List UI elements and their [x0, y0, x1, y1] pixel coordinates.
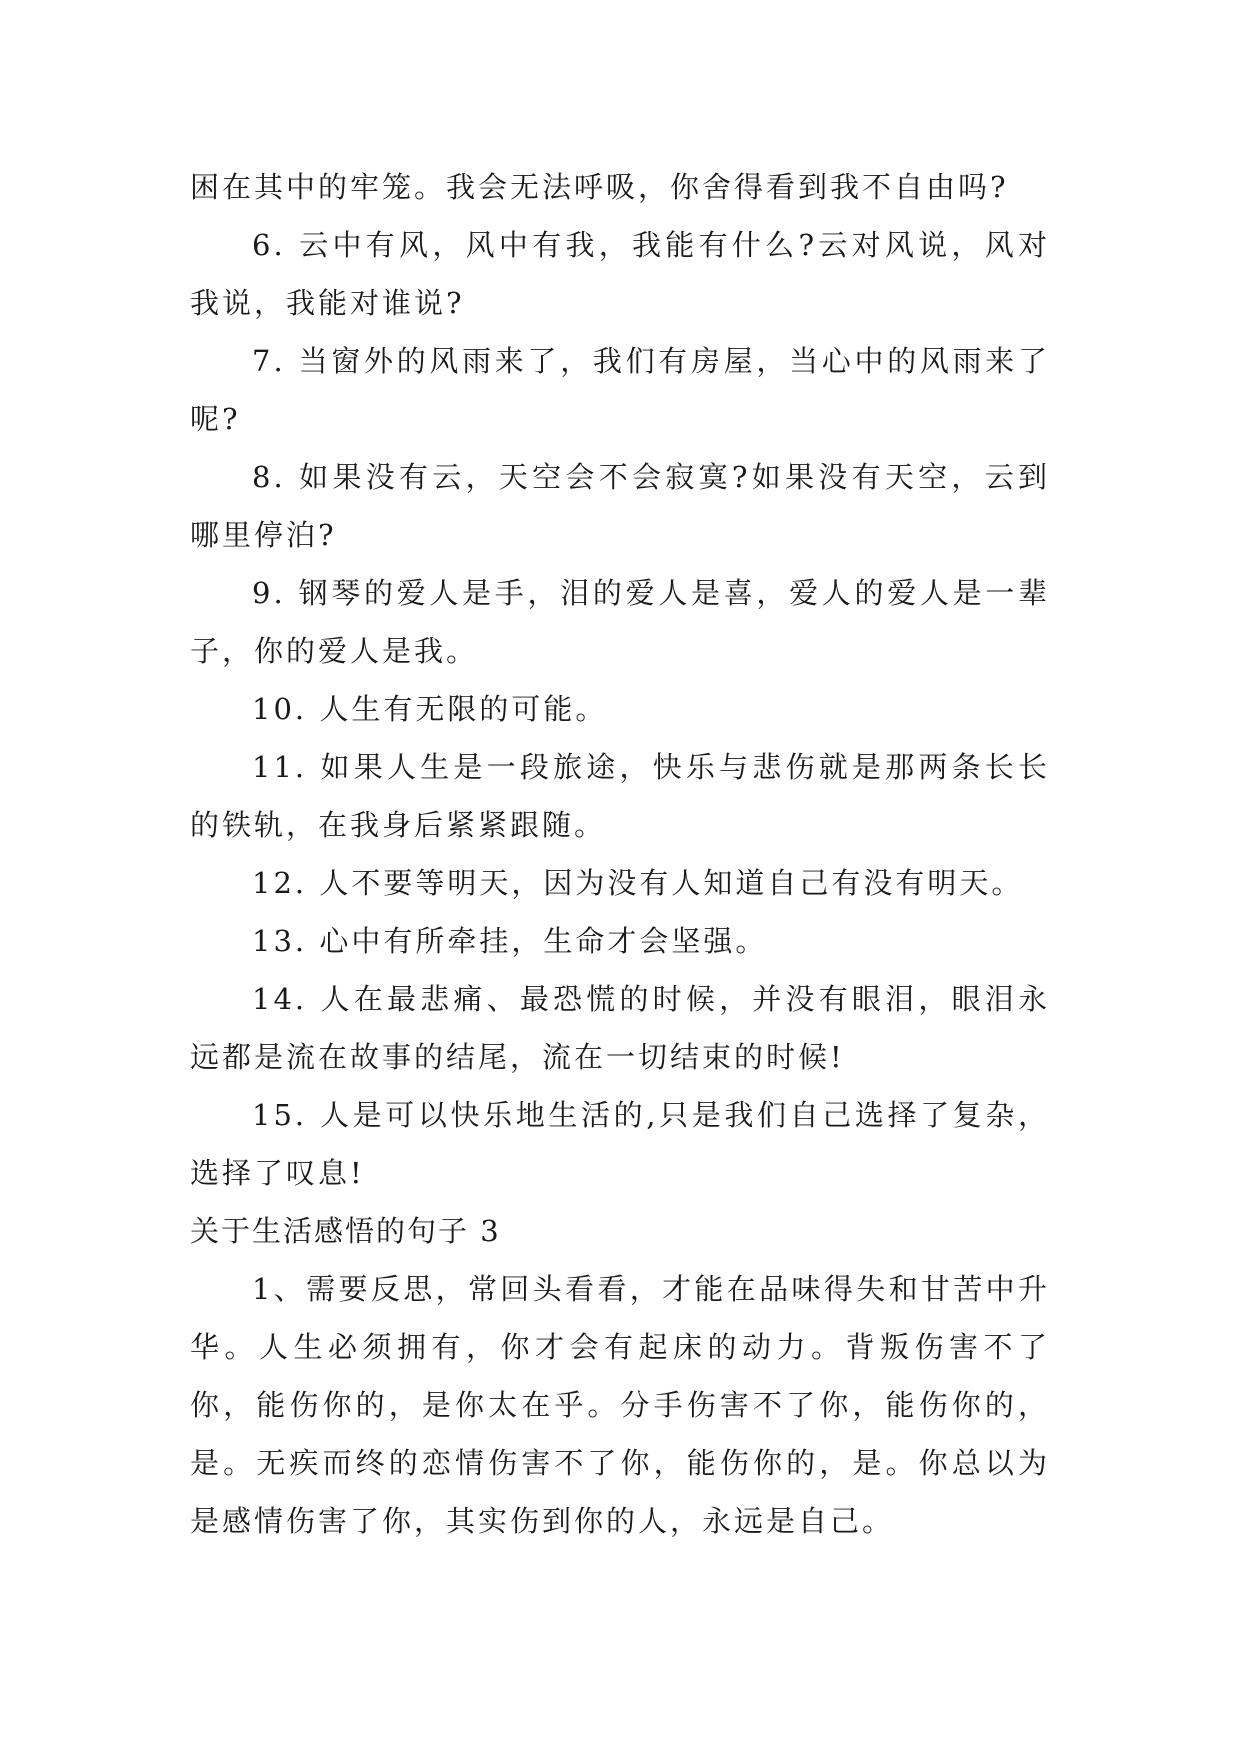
paragraph: 8. 如果没有云，天空会不会寂寞?如果没有天空，云到哪里停泊? [190, 460, 1050, 552]
paragraph: 10. 人生有无限的可能。 [252, 692, 608, 726]
paragraph: 1、需要反思，常回头看看，才能在品味得失和甘苦中升华。人生必须拥有，你才会有起床的动力。背叛伤害不了你，能伤你的，是你太在乎。分手伤害不了你，能伤你的，是。无疾而终的恋情伤害不了你，能伤你的，是。你总以为是感情伤害了你，其实伤到你的人，永远是自己。 [190, 1272, 1050, 1538]
paragraph: 9. 钢琴的爱人是手，泪的爱人是喜，爱人的爱人是一辈子，你的爱人是我。 [190, 576, 1050, 668]
paragraph: 困在其中的牢笼。我会无法呼吸，你舍得看到我不自由吗? [190, 170, 1009, 204]
paragraph: 12. 人不要等明天，因为没有人知道自己有没有明天。 [252, 866, 1024, 900]
paragraph: 15. 人是可以快乐地生活的,只是我们自己选择了复杂，选择了叹息! [190, 1098, 1050, 1190]
section-heading: 关于生活感悟的句子 3 [190, 1214, 501, 1248]
paragraph: 11. 如果人生是一段旅途，快乐与悲伤就是那两条长长的铁轨，在我身后紧紧跟随。 [190, 750, 1050, 842]
paragraph: 6. 云中有风，风中有我，我能有什么?云对风说，风对我说，我能对谁说? [190, 228, 1050, 320]
document-body [190, 158, 1050, 1550]
paragraph: 7. 当窗外的风雨来了，我们有房屋，当心中的风雨来了呢? [190, 344, 1050, 436]
paragraph: 13. 心中有所牵挂，生命才会坚强。 [252, 924, 768, 958]
paragraph: 14. 人在最悲痛、最恐慌的时候，并没有眼泪，眼泪永远都是流在故事的结尾，流在一切结束的时候! [190, 982, 1050, 1074]
